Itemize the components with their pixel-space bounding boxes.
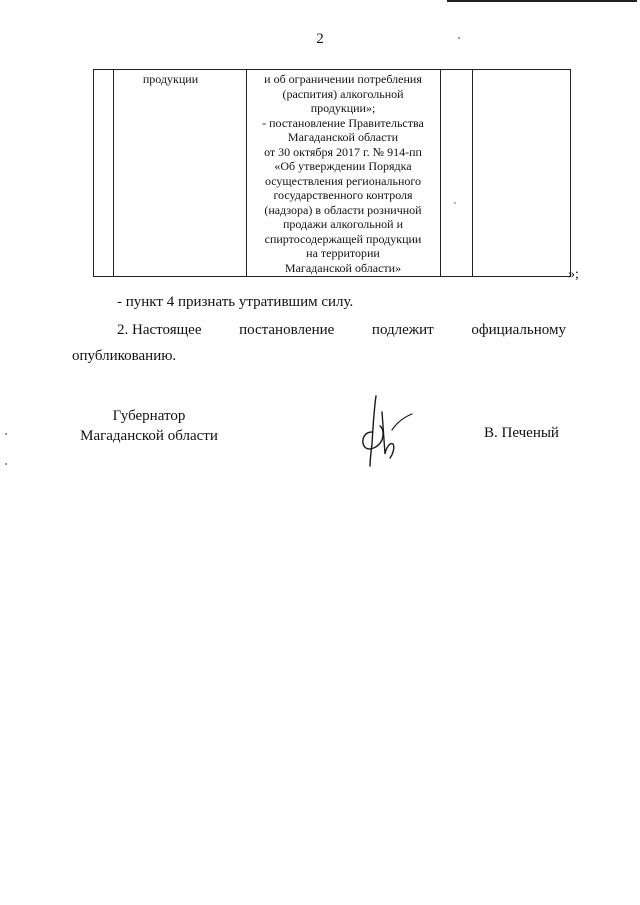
page-number: 2	[316, 31, 324, 47]
signatory-title-line: Губернатор	[112, 408, 186, 424]
table-column-divider	[472, 70, 473, 276]
signatory-title	[79, 406, 219, 446]
paragraph-item-4: - пункт 4 признать утратившим силу.	[117, 294, 354, 310]
table-column-divider	[440, 70, 441, 276]
scan-speck	[454, 202, 456, 204]
scan-edge-mark	[447, 0, 637, 2]
scan-speck	[5, 433, 7, 435]
scan-speck	[5, 463, 7, 465]
paragraph-item-2-continuation: опубликованию.	[72, 348, 177, 364]
table-cell-product: продукции	[142, 72, 199, 86]
regulation-table-fragment	[93, 69, 571, 277]
table-closing-quote: »;	[568, 267, 579, 282]
paragraph-word: официальному	[471, 322, 566, 338]
signatory-title-line: Магаданской области	[80, 428, 218, 444]
signatory-name: В. Печеный	[484, 425, 559, 441]
paragraph-item-2	[117, 320, 566, 340]
handwritten-signature	[356, 392, 416, 468]
table-cell-regulations: и об ограничении потребления (распития) алкогольной продукции»; - постановление Правительства Магаданской области от 30 октября 2017 г. № 914-пп «Об утверждении Порядка осуществления регионального государственного контроля (надзора) в области розничной продажи алкогольной и спиртосодержащей продукции на территории Магаданской области»	[262, 72, 424, 275]
paragraph-word: 2. Настоящее	[117, 322, 202, 338]
paragraph-word: постановление	[239, 322, 335, 338]
paragraph-word: подлежит	[371, 322, 434, 338]
table-column-divider	[113, 70, 114, 276]
